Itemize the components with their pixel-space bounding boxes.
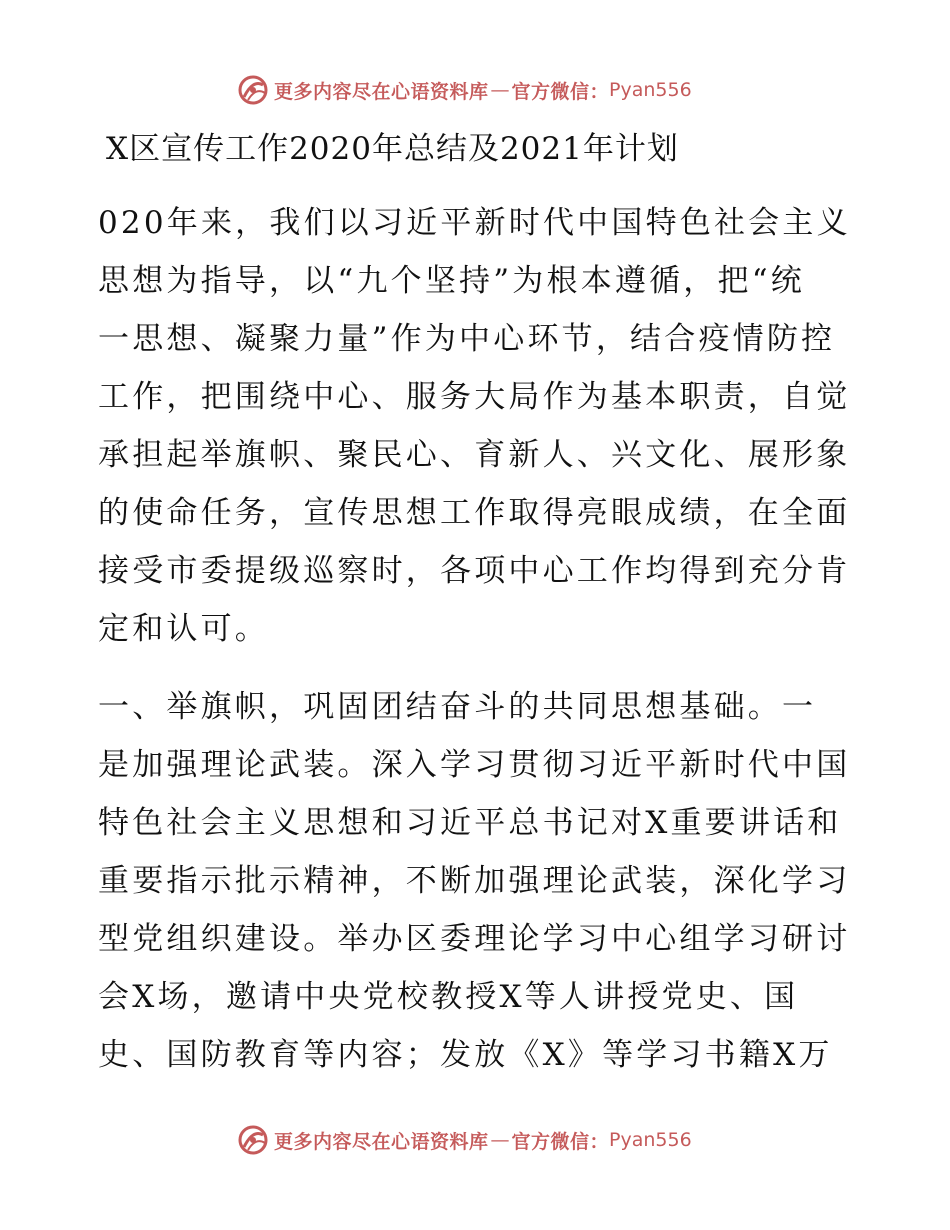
- banner-dash: —: [490, 79, 510, 101]
- banner-wechat-id: Pyan556: [609, 79, 692, 101]
- swirl-logo-icon: [236, 73, 270, 107]
- text-line: 工作，把围绕中心、服务大局作为基本职责，自觉: [98, 379, 851, 415]
- watermark-banner-top: [236, 72, 736, 108]
- text-line: 承担起举旗帜、聚民心、育新人、兴文化、展形象: [98, 437, 851, 473]
- text-line: 会X场，邀请中央党校教授X等人讲授党史、国: [98, 979, 799, 1015]
- text-line: 型党组织建设。举办区委理论学习中心组学习研讨: [98, 921, 851, 957]
- text-line: 重要指示批示精神，不断加强理论武装，深化学习: [98, 863, 851, 899]
- banner-wechat-label: 官方微信：: [511, 1130, 610, 1153]
- banner-text: 更多内容尽在心语资料库: [274, 80, 489, 103]
- text-line: 020年来，我们以习近平新时代中国特色社会主义: [98, 205, 851, 241]
- text-line: 是加强理论武装。深入学习贯彻习近平新时代中国: [98, 747, 851, 783]
- text-line: 一思想、凝聚力量”作为中心环节，结合疫情防控: [98, 321, 836, 357]
- text-line: 定和认可。: [98, 611, 269, 647]
- banner-dash: —: [490, 1129, 510, 1151]
- banner-wechat-id: Pyan556: [609, 1129, 692, 1151]
- paragraph-section-one: [98, 678, 858, 1084]
- text-line: 接受市委提级巡察时，各项中心工作均得到充分肯: [98, 553, 851, 589]
- document-title: X区宣传工作2020年总结及2021年计划: [106, 131, 679, 167]
- swirl-logo-icon: [236, 1123, 270, 1157]
- text-line: 史、国防教育等内容；发放《X》等学习书籍X万: [98, 1037, 833, 1073]
- paragraph-intro: [98, 194, 858, 658]
- text-line: 特色社会主义思想和习近平总书记对X重要讲话和: [98, 805, 842, 841]
- watermark-banner-bottom: [236, 1122, 736, 1158]
- banner-wechat-label: 官方微信：: [511, 80, 610, 103]
- text-line: 思想为指导，以“九个坚持”为根本遵循，把“统: [98, 263, 805, 299]
- banner-text: 更多内容尽在心语资料库: [274, 1130, 489, 1153]
- text-line: 一、举旗帜，巩固团结奋斗的共同思想基础。一: [98, 689, 817, 725]
- text-line: 的使命任务，宣传思想工作取得亮眼成绩，在全面: [98, 495, 851, 531]
